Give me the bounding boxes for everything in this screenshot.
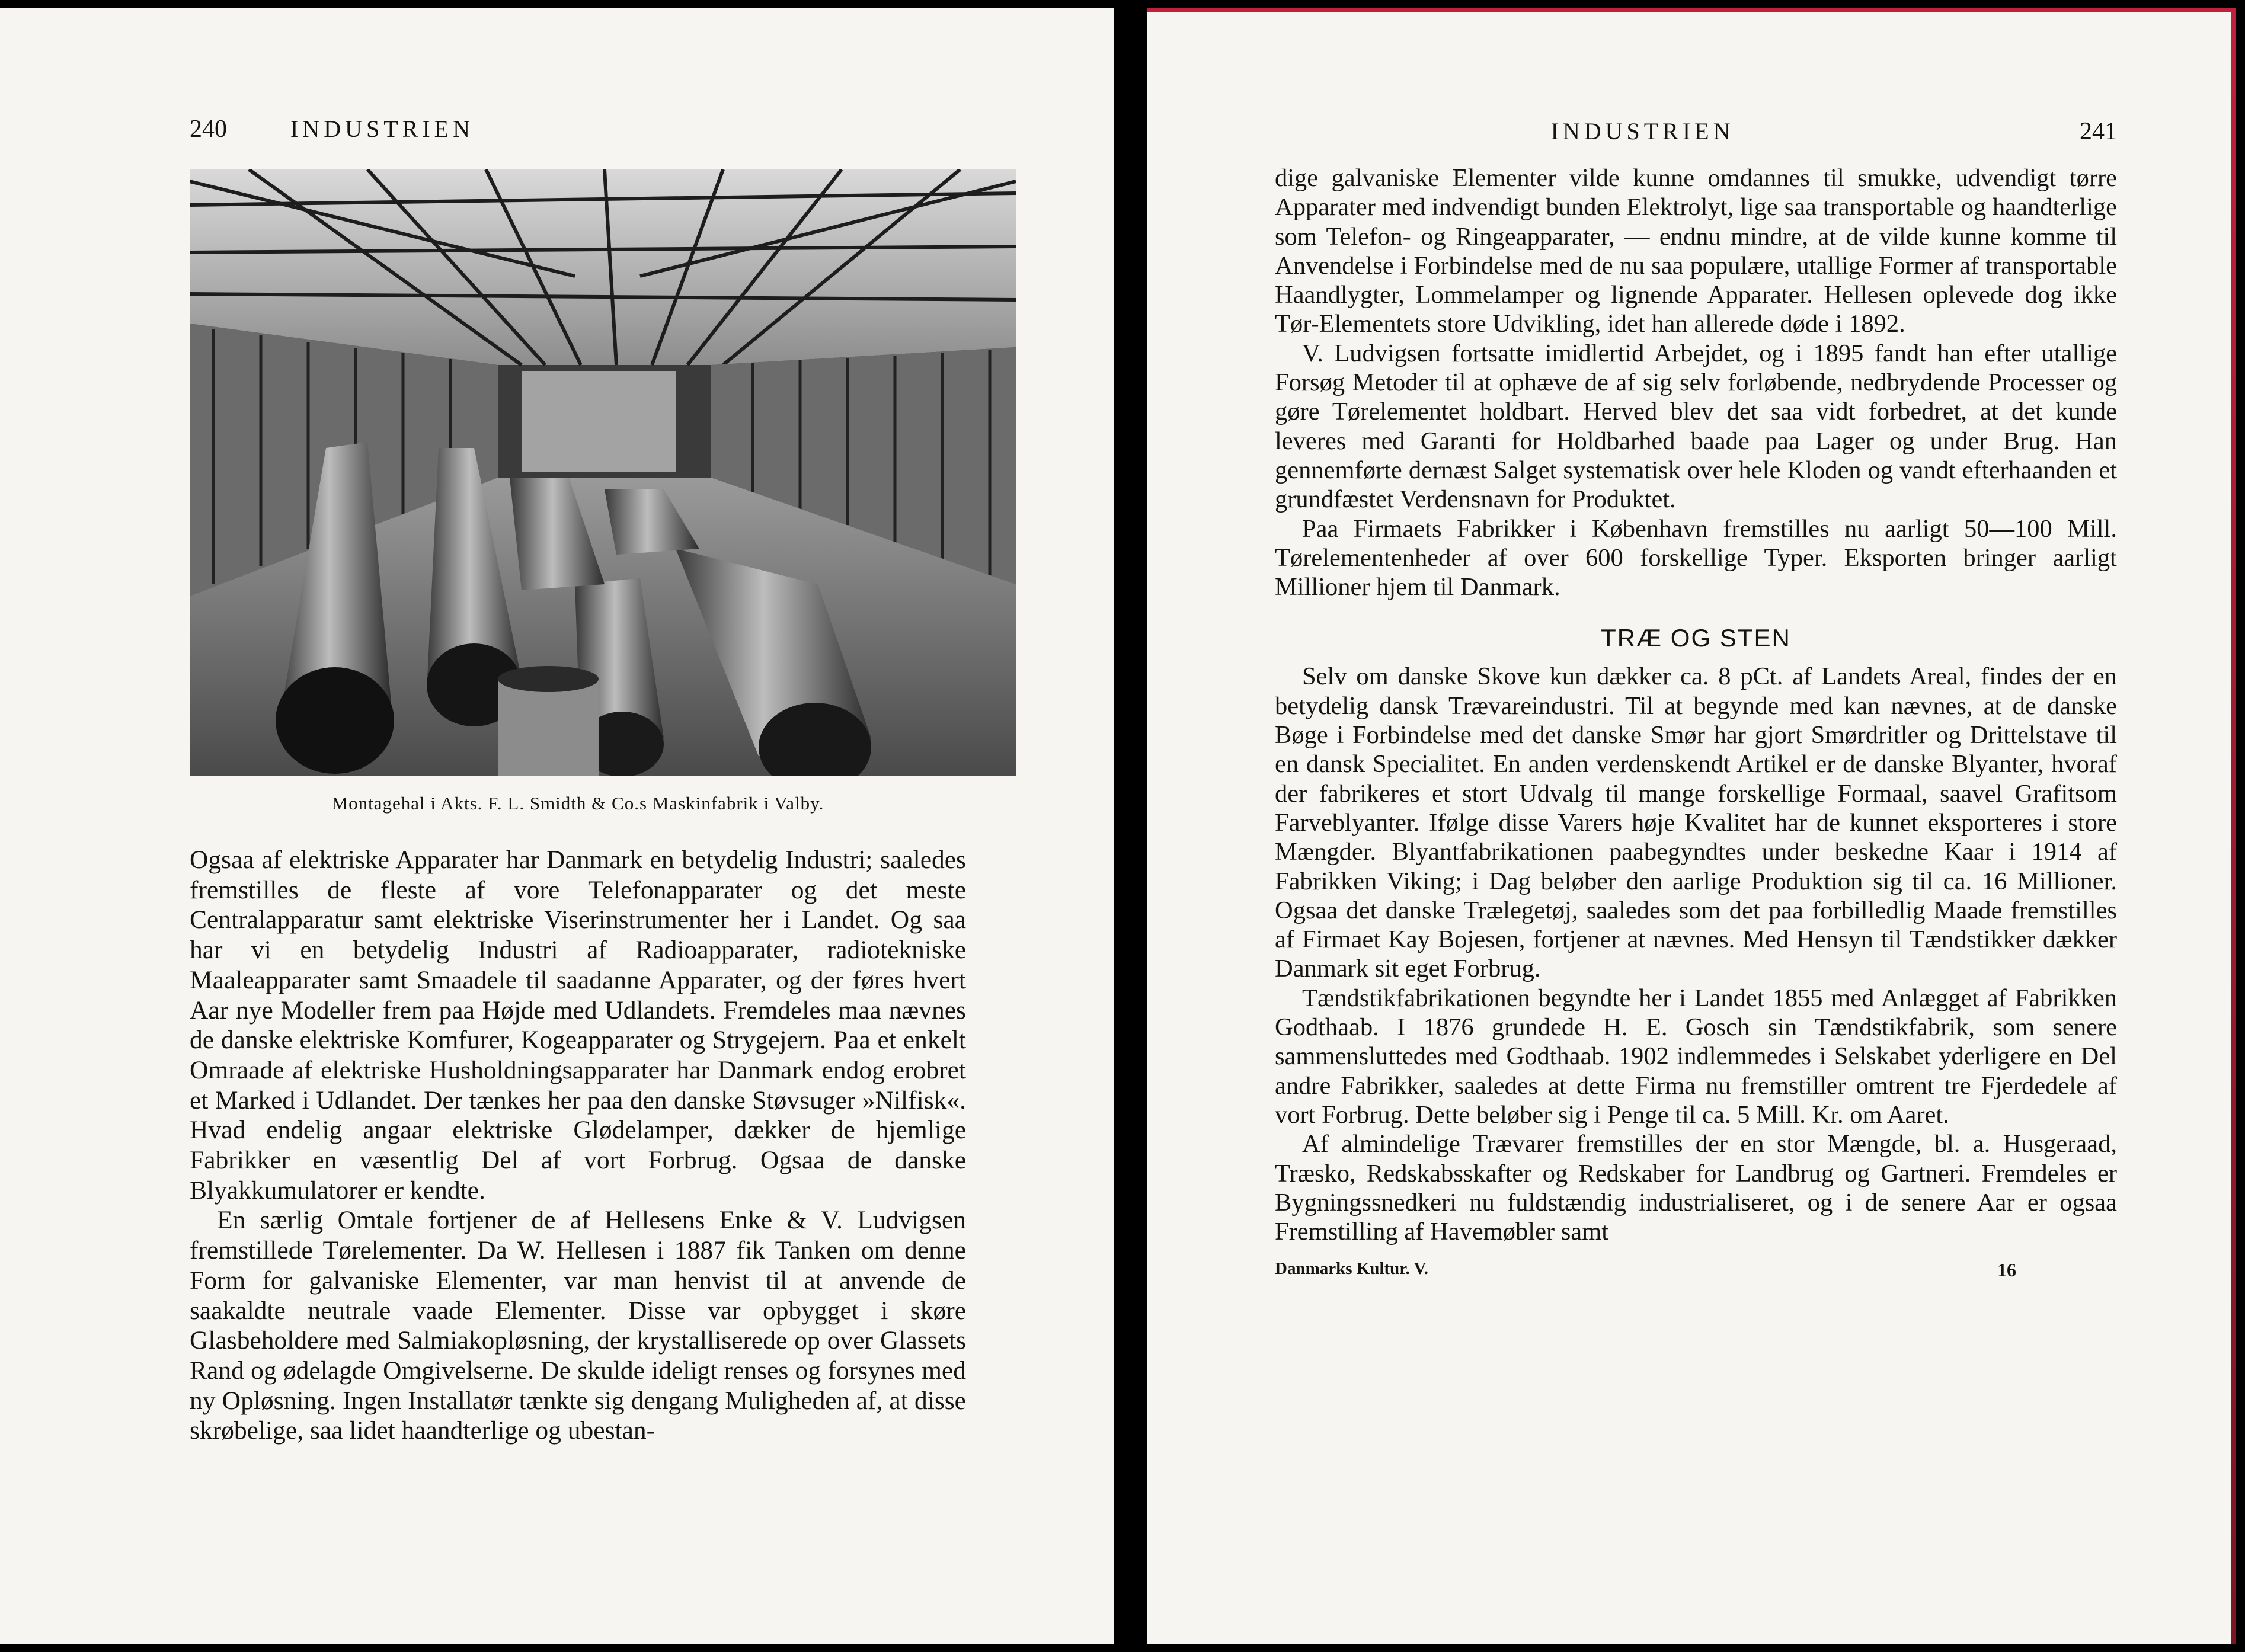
right-page	[1147, 8, 2236, 1644]
footer-book-title: Danmarks Kultur. V.	[1275, 1259, 1428, 1279]
body-paragraph: V. Ludvigsen fortsatte imidlertid Arbejdet, og i 1895 fandt han efter utallige Forsøg Metoder til at ophæve de af sig selv forløbende, nedbrydende Processer og gøre Tørelementet holdbart. Herved blev det saa vidt forbedret, at det kunde leveres med Garanti for Holdbarhed baade paa Lager og under Brug. Han gennemførte dernæst Salget systematisk over hele Kloden og vandt efterhaanden et grundfæstet Verdensnavn for Produktet.	[1275, 339, 2117, 514]
left-page	[0, 8, 1114, 1644]
page-number-left: 240	[190, 116, 227, 143]
running-head-title-left: INDUSTRIEN	[290, 116, 474, 142]
page-footer	[1275, 1259, 2117, 1283]
running-head-right	[1275, 117, 2117, 164]
section-heading: TRÆ OG STEN	[1601, 624, 1791, 652]
body-paragraph: dige galvaniske Elementer vilde kunne omdannes til smukke, udvendigt tørre Apparater med indvendigt bunden Elektrolyt, lige saa transportable og haandterlige som Telefon- og Ringeapparater, — endnu mindre, at de vilde kunne komme til Anvendelse i Forbindelse med de nu saa populære, utallige Former af transportable Haandlygter, Lommelamper og lignende Apparater. Hellesen oplevede dog ikke Tør-Elementets store Udvikling, idet han allerede døde i 1892.	[1275, 164, 2117, 338]
footer-signature-number: 16	[1997, 1259, 2016, 1281]
factory-hall-photo	[190, 169, 1016, 776]
body-paragraph: Selv om danske Skove kun dækker ca. 8 pCt. af Landets Areal, findes der en betydelig dansk Trævareindustri. Til at begynde med kan nævnes, at de danske Bøge i Forbindelse med det danske Smør har gjort Smørdritler og Drittelstave til en dansk Specialitet. En anden verdenskendt Artikel er de danske Blyanter, hvoraf der fabrikeres et stort Udvalg til mange forskellige Formaal, saavel Grafitsom Farveblyanter. Ifølge disse Varers høje Kvalitet har de kunnet eksporteres i store Mængder. Blyantfabrikationen paabegyndtes under beskedne Kaar i 1914 af Fabrikken Viking; i Dag beløber den aarlige Produktion sig til ca. 16 Millioner. Ogsaa det danske Trælegetøj, saaledes som det paa forbilledlig Maade fremstilles af Firmaet Kay Bojesen, fortjener at nævnes. Med Hensyn til Tændstikker dækker Danmark sit eget Forbrug.	[1275, 662, 2117, 983]
body-paragraph: Paa Firmaets Fabrikker i København fremstilles nu aarligt 50—100 Mill. Tørelementenheder af over 600 forskellige Typer. Eksporten bringer aarligt Millioner hjem til Danmark.	[1275, 514, 2117, 601]
body-paragraph: Tændstikfabrikationen begyndte her i Landet 1855 med Anlægget af Fabrikken Godthaab. I 1876 grundede H. E. Gosch sin Tændstikfabrik, som senere sammensluttedes med Godthaab. 1902 indlemmedes i Selskabet yderligere en Del andre Fabrikker, saaledes at dette Firma nu fremstiller omtrent tre Fjerdedele af vort Forbrug. Dette beløber sig i Penge til ca. 5 Mill. Kr. om Aaret.	[1275, 984, 2117, 1129]
body-paragraph: Af almindelige Trævarer fremstilles der en stor Mængde, bl. a. Husgeraad, Træsko, Redskabsskafter og Redskaber for Landbrug og Gartneri. Fremdeles er Bygningssnedkeri nu fuldstændig industrialiseret, og i de senere Aar er ogsaa Fremstilling af Havemøbler samt	[1275, 1130, 2117, 1246]
body-paragraph: Ogsaa af elektriske Apparater har Danmark en betydelig Industri; saaledes fremstilles de fleste af vore Telefonapparater og det meste Centralapparatur samt elektriske Viserinstrumenter her i Landet. Og saa har vi en betydelig Industri af Radioapparater, radiotekniske Maaleapparater samt Smaadele til saadanne Apparater, og der føres hvert Aar nye Modeller frem paa Højde med Udlandets. Fremdeles maa nævnes de danske elektriske Komfurer, Kogeapparater og Strygejern. Paa et enkelt Omraade af elektriske Husholdningsapparater har Danmark endog erobret et Marked i Udlandet. Der tænkes her paa den danske Støvsuger »Nilfisk«. Hvad endelig angaar elektriske Glødelamper, dækker de hjemlige Fabrikker en væsentlig Del af vort Forbrug. Ogsaa de danske Blyakkumulatorer er kendte.	[190, 846, 966, 1205]
body-paragraph: En særlig Omtale fortjener de af Hellesens Enke & V. Ludvigsen fremstillede Tørelementer. Da W. Hellesen i 1887 fik Tanken om denne Form for galvaniske Elementer, var man henvist til at anvende de saakaldte neutrale vaade Elementer. Disse var opbygget i skøre Glasbeholdere med Salmiakopløsning, der krystalliserede op over Glassets Rand og ødelagde Omgivelserne. De skulde ideligt renses og forsynes med ny Opløsning. Ingen Installatør tænkte sig dengang Muligheden af, at disse skrøbelige, saa lidet haandterlige og ubestan-	[190, 1206, 966, 1445]
running-head-title-right: INDUSTRIEN	[1550, 118, 1735, 145]
page-number-right: 241	[2080, 118, 2117, 145]
photo-caption: Montagehal i Akts. F. L. Smidth & Co.s Maskinfabrik i Valby.	[331, 793, 824, 814]
